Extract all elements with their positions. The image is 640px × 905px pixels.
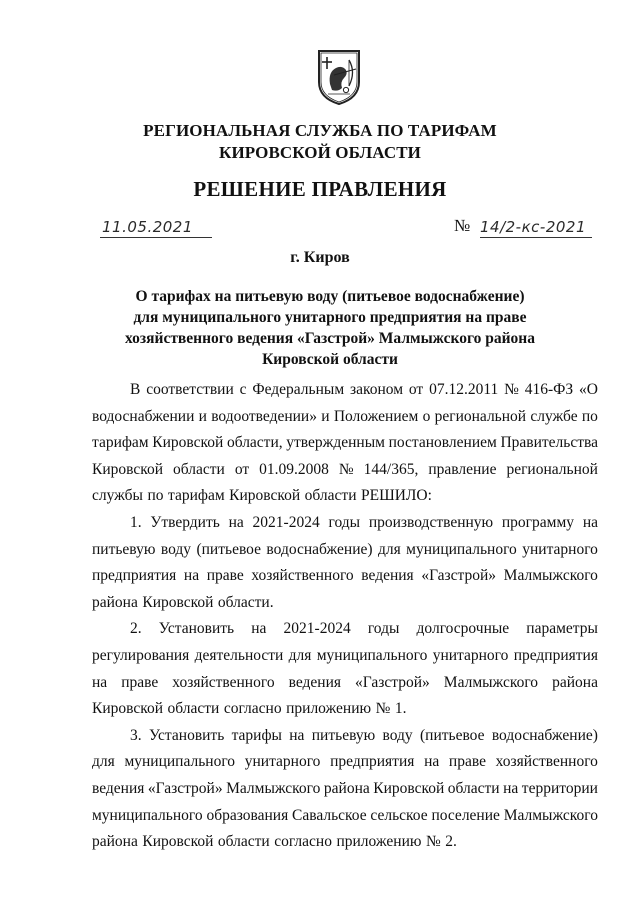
agency-name-line-1: РЕГИОНАЛЬНАЯ СЛУЖБА ПО ТАРИФАМ — [143, 121, 497, 140]
body-word: на — [582, 513, 598, 531]
body-word: на — [92, 673, 108, 691]
body-line — [92, 377, 598, 404]
body-word: согласно — [274, 833, 332, 851]
body-word: утвержденным — [286, 434, 385, 452]
body-line — [92, 723, 598, 750]
body-word: программу — [501, 513, 575, 531]
subject-line: для муниципального унитарного предприятия на праве — [133, 309, 527, 326]
body-word: хозяйственного — [495, 753, 598, 771]
body-word: 2. — [445, 833, 457, 851]
body-word: для — [92, 753, 115, 771]
body-word: долгосрочные — [416, 620, 510, 638]
body-word: 2. — [130, 620, 142, 638]
body-word: параметры — [526, 620, 598, 638]
number-sign: № — [454, 216, 471, 235]
decision-number-value: 14/2-кс-2021 — [480, 218, 592, 238]
body-line — [92, 749, 598, 776]
body-word: района — [552, 673, 598, 691]
body-word: Утвердить — [150, 513, 220, 531]
body-word: приложению — [286, 700, 372, 718]
body-word: воду — [160, 540, 192, 558]
body-word: предприятия — [330, 753, 415, 771]
body-word: 144/365, — [363, 460, 419, 478]
body-word: для — [288, 646, 312, 664]
body-word: тарифам — [92, 434, 149, 452]
body-word: питьевую — [311, 726, 376, 744]
body-word: праве — [206, 567, 244, 585]
body-word: 1. — [130, 513, 142, 531]
decision-subject — [110, 286, 550, 370]
body-word: Кировской — [152, 434, 224, 452]
body-word: о — [422, 407, 431, 425]
body-word: годы — [328, 513, 361, 531]
body-word: и — [321, 407, 330, 425]
body-word: с — [239, 381, 247, 398]
body-word: питьевую — [92, 540, 156, 558]
body-word: № — [504, 381, 519, 398]
decision-body — [92, 377, 598, 856]
body-word: «Газстрой» — [421, 567, 497, 585]
body-word: на — [503, 779, 519, 797]
coat-of-arms-icon — [316, 48, 362, 106]
body-word: предприятия — [92, 567, 177, 585]
body-word: «Газстрой» — [355, 673, 430, 691]
body-line — [92, 616, 598, 643]
body-word: Малмыжского — [226, 779, 321, 797]
body-word: постановлением — [388, 434, 497, 452]
body-line — [92, 803, 598, 830]
body-word: муниципального — [92, 806, 203, 824]
body-word: № — [425, 833, 441, 851]
body-line — [92, 670, 598, 697]
body-line — [92, 776, 598, 803]
body-word: № — [375, 700, 391, 718]
body-word: приложению — [336, 833, 422, 851]
body-line — [92, 483, 598, 510]
body-line — [92, 696, 598, 723]
body-word: унитарного — [432, 646, 509, 664]
body-word: воду — [382, 726, 413, 744]
body-word: (питьевое — [196, 540, 261, 558]
body-word: сельское — [370, 806, 428, 824]
body-word: согласно — [223, 700, 282, 718]
body-word: от — [408, 381, 424, 398]
body-line — [92, 829, 598, 856]
body-word: № — [338, 460, 354, 478]
body-word: праве — [121, 673, 159, 691]
body-word: 01.09.2008 — [259, 460, 329, 478]
body-word: «Газстрой» — [147, 779, 223, 797]
subject-line: Кировской области — [262, 351, 398, 368]
body-word: и — [198, 407, 207, 425]
body-word: службе — [530, 407, 578, 425]
body-word: муниципального — [406, 540, 517, 558]
body-word: соответствии — [146, 381, 234, 398]
body-word: годы — [367, 620, 400, 638]
body-word: водоснабжение) — [491, 726, 598, 744]
body-word: области — [447, 779, 500, 797]
body-word: Установить — [158, 620, 235, 638]
body-word: регулирования — [92, 646, 190, 664]
body-word: ведения — [92, 779, 145, 797]
body-word: правление — [428, 460, 497, 478]
body-word: от — [234, 460, 250, 478]
body-word: предприятия — [513, 646, 598, 664]
body-word: области — [217, 833, 270, 851]
body-line — [92, 510, 598, 537]
body-word: хозяйственного — [251, 567, 354, 585]
body-word: по — [581, 407, 598, 425]
body-word: водоотведении» — [211, 407, 317, 425]
body-word: ведения — [361, 567, 414, 585]
body-word: на — [183, 567, 200, 585]
body-word: 2021-2024 — [252, 513, 320, 531]
body-word: тарифам — [168, 487, 225, 505]
body-line — [92, 590, 598, 617]
body-word: водоснабжение) — [266, 540, 373, 558]
body-word: 3. — [130, 726, 142, 744]
body-word: на — [424, 753, 440, 771]
body-word: на — [289, 726, 305, 744]
body-word: 416-ФЗ — [524, 381, 574, 398]
body-line — [92, 430, 598, 457]
body-word: области — [304, 487, 357, 505]
body-word: области — [167, 700, 220, 718]
decision-number — [454, 216, 594, 238]
body-line — [92, 457, 598, 484]
body-word: Малмыжского — [443, 673, 539, 691]
body-word: Установить — [148, 726, 225, 744]
body-word: района — [323, 779, 370, 797]
body-word: территории — [521, 779, 598, 797]
body-line — [92, 537, 598, 564]
body-word: Малмыжского — [503, 806, 598, 824]
body-word: района — [92, 593, 138, 611]
body-word: для — [377, 540, 401, 558]
body-word: производственную — [368, 513, 494, 531]
body-word: региональной — [434, 407, 527, 425]
body-word: унитарного — [522, 540, 598, 558]
body-word: унитарного — [244, 753, 321, 771]
body-word: праве — [448, 753, 486, 771]
body-line — [92, 563, 598, 590]
body-word: Кировской — [92, 460, 164, 478]
body-word: на — [251, 620, 267, 638]
coat-of-arms-emblem — [316, 48, 362, 106]
body-word: района — [92, 833, 138, 851]
body-word: Кировской — [229, 487, 301, 505]
body-word: по — [147, 487, 164, 505]
body-word: 1. — [394, 700, 407, 718]
body-word: области. — [217, 593, 274, 611]
body-word: региональной — [506, 460, 598, 478]
body-word: РЕШИЛО: — [361, 487, 432, 505]
body-word: законом — [349, 381, 404, 398]
body-word: на — [228, 513, 244, 531]
body-word: муниципального — [316, 646, 428, 664]
body-word: 2021-2024 — [283, 620, 351, 638]
body-word: 07.12.2011 — [429, 381, 499, 398]
body-word: тарифы — [231, 726, 282, 744]
body-word: Федеральным — [252, 381, 345, 398]
body-word: хозяйственного — [172, 673, 275, 691]
body-word: службы — [92, 487, 143, 505]
body-line — [92, 643, 598, 670]
agency-name-line-2: КИРОВСКОЙ ОБЛАСТИ — [219, 143, 421, 162]
subject-line: О тарифах на питьевую воду (питьевое водоснабжение) — [135, 288, 525, 305]
body-line — [92, 404, 598, 431]
body-word: ведения — [288, 673, 341, 691]
body-word: Кировской — [142, 833, 214, 851]
city-name: г. Киров — [290, 249, 350, 266]
subject-line: хозяйственного ведения «Газстрой» Малмыжского района — [124, 330, 535, 347]
body-word: В — [130, 381, 141, 398]
body-word: Кировской — [92, 700, 164, 718]
body-word: Савальское — [292, 806, 367, 824]
body-word: Правительства — [500, 434, 598, 452]
body-word: «О — [579, 381, 598, 398]
body-word: области, — [226, 434, 283, 452]
body-word: Кировской — [373, 779, 445, 797]
decision-date: 11.05.2021 — [100, 218, 212, 238]
body-word: водоснабжении — [92, 407, 195, 425]
body-word: образования — [206, 806, 289, 824]
body-word: Положением — [333, 407, 419, 425]
body-word: деятельности — [194, 646, 284, 664]
body-word: Малмыжского — [503, 567, 598, 585]
decision-title: РЕШЕНИЕ ПРАВЛЕНИЯ — [193, 177, 447, 201]
body-word: Кировской — [142, 593, 214, 611]
body-word: муниципального — [124, 753, 236, 771]
body-word: поселение — [431, 806, 500, 824]
body-word: (питьевое — [419, 726, 485, 744]
body-word: области — [173, 460, 225, 478]
